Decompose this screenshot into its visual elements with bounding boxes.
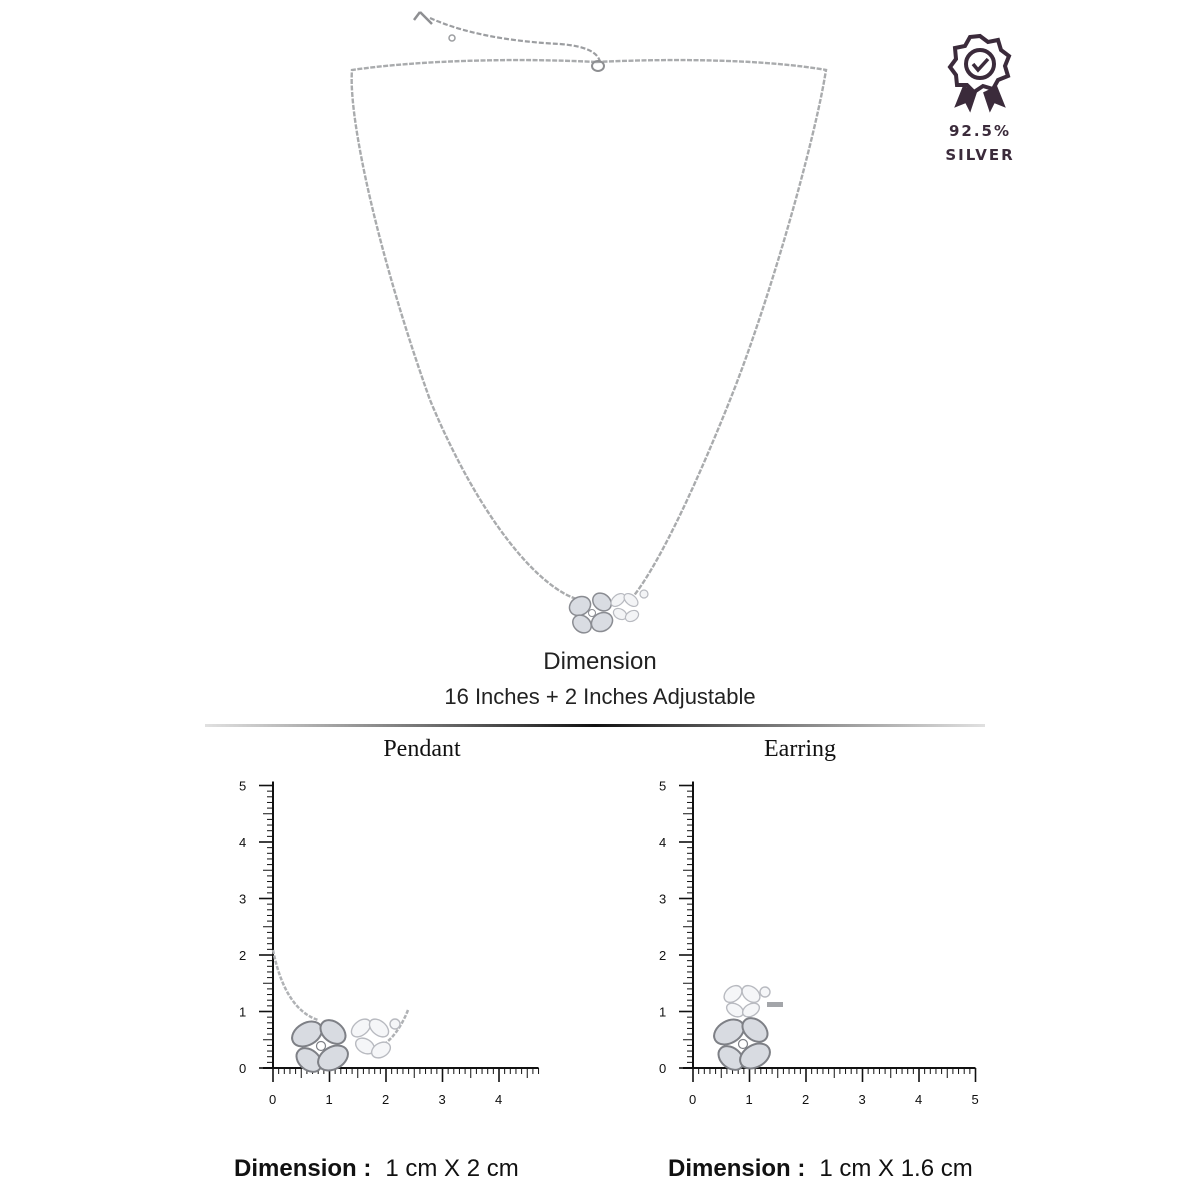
pendant-ruler xyxy=(225,770,565,1120)
pendant-y-labels xyxy=(239,779,246,1077)
earring-dimension xyxy=(668,1155,973,1183)
earring-x-tick-label: 4 xyxy=(915,1092,923,1107)
badge-percent: 92.5% xyxy=(948,122,1012,140)
pendant-x-tick-label: 0 xyxy=(269,1092,277,1107)
pendant-y-tick-label: 0 xyxy=(239,1061,247,1076)
earring-x-labels xyxy=(689,1092,979,1107)
pendant-x-tick-label: 1 xyxy=(325,1092,333,1107)
necklace-dimension-title: Dimension xyxy=(543,648,657,675)
earring-y-tick-label: 2 xyxy=(659,948,667,963)
certified-ribbon-icon xyxy=(920,30,1040,120)
earring-x-tick-label: 2 xyxy=(802,1092,810,1107)
necklace-pendant xyxy=(566,589,648,636)
earring-x-tick-label: 3 xyxy=(858,1092,866,1107)
silver-badge xyxy=(920,30,1040,180)
earring-dimension-value: 1 cm X 1.6 cm xyxy=(819,1155,973,1182)
extender-chain xyxy=(430,18,600,62)
earring-y-tick-label: 5 xyxy=(659,778,667,794)
pendant-dimension-value: 1 cm X 2 cm xyxy=(385,1155,519,1182)
pendant-y-tick-label: 3 xyxy=(239,891,247,907)
pendant-y-tick-label: 1 xyxy=(239,1004,247,1020)
earring-y-tick-label: 3 xyxy=(659,891,667,907)
necklace-chain-right xyxy=(596,60,826,598)
necklace-chain xyxy=(352,60,596,600)
pendant-image xyxy=(273,950,408,1077)
pendant-y-tick-label: 4 xyxy=(239,835,247,850)
pendant-y-tick-label: 5 xyxy=(239,778,247,794)
earring-image xyxy=(710,982,783,1074)
pendant-x-tick-label: 3 xyxy=(438,1092,446,1107)
earring-label: Earring xyxy=(764,736,836,762)
earring-x-tick-label: 5 xyxy=(971,1092,979,1107)
earring-ruler xyxy=(645,770,1005,1120)
necklace-dimension-value: 16 Inches + 2 Inches Adjustable xyxy=(444,684,756,709)
pendant-x-labels xyxy=(269,1092,502,1107)
badge-metal: SILVER xyxy=(945,146,1015,164)
pendant-x-tick-label: 2 xyxy=(382,1092,390,1107)
clasp-hook xyxy=(414,12,432,24)
earring-x-tick-label: 0 xyxy=(689,1092,697,1107)
earring-dimension-label: Dimension : xyxy=(668,1155,806,1182)
earring-y-tick-label: 4 xyxy=(659,835,667,850)
section-divider xyxy=(205,722,985,730)
pendant-dimension xyxy=(234,1155,519,1183)
earring-y-labels xyxy=(659,779,666,1077)
pendant-x-tick-label: 4 xyxy=(495,1092,503,1107)
earring-y-tick-label: 0 xyxy=(659,1061,667,1076)
pendant-label: Pendant xyxy=(383,736,461,762)
earring-y-tick-label: 1 xyxy=(659,1004,667,1020)
earring-x-tick-label: 1 xyxy=(745,1092,753,1107)
pendant-y-tick-label: 2 xyxy=(239,948,247,963)
pendant-dimension-label: Dimension : xyxy=(234,1155,372,1182)
